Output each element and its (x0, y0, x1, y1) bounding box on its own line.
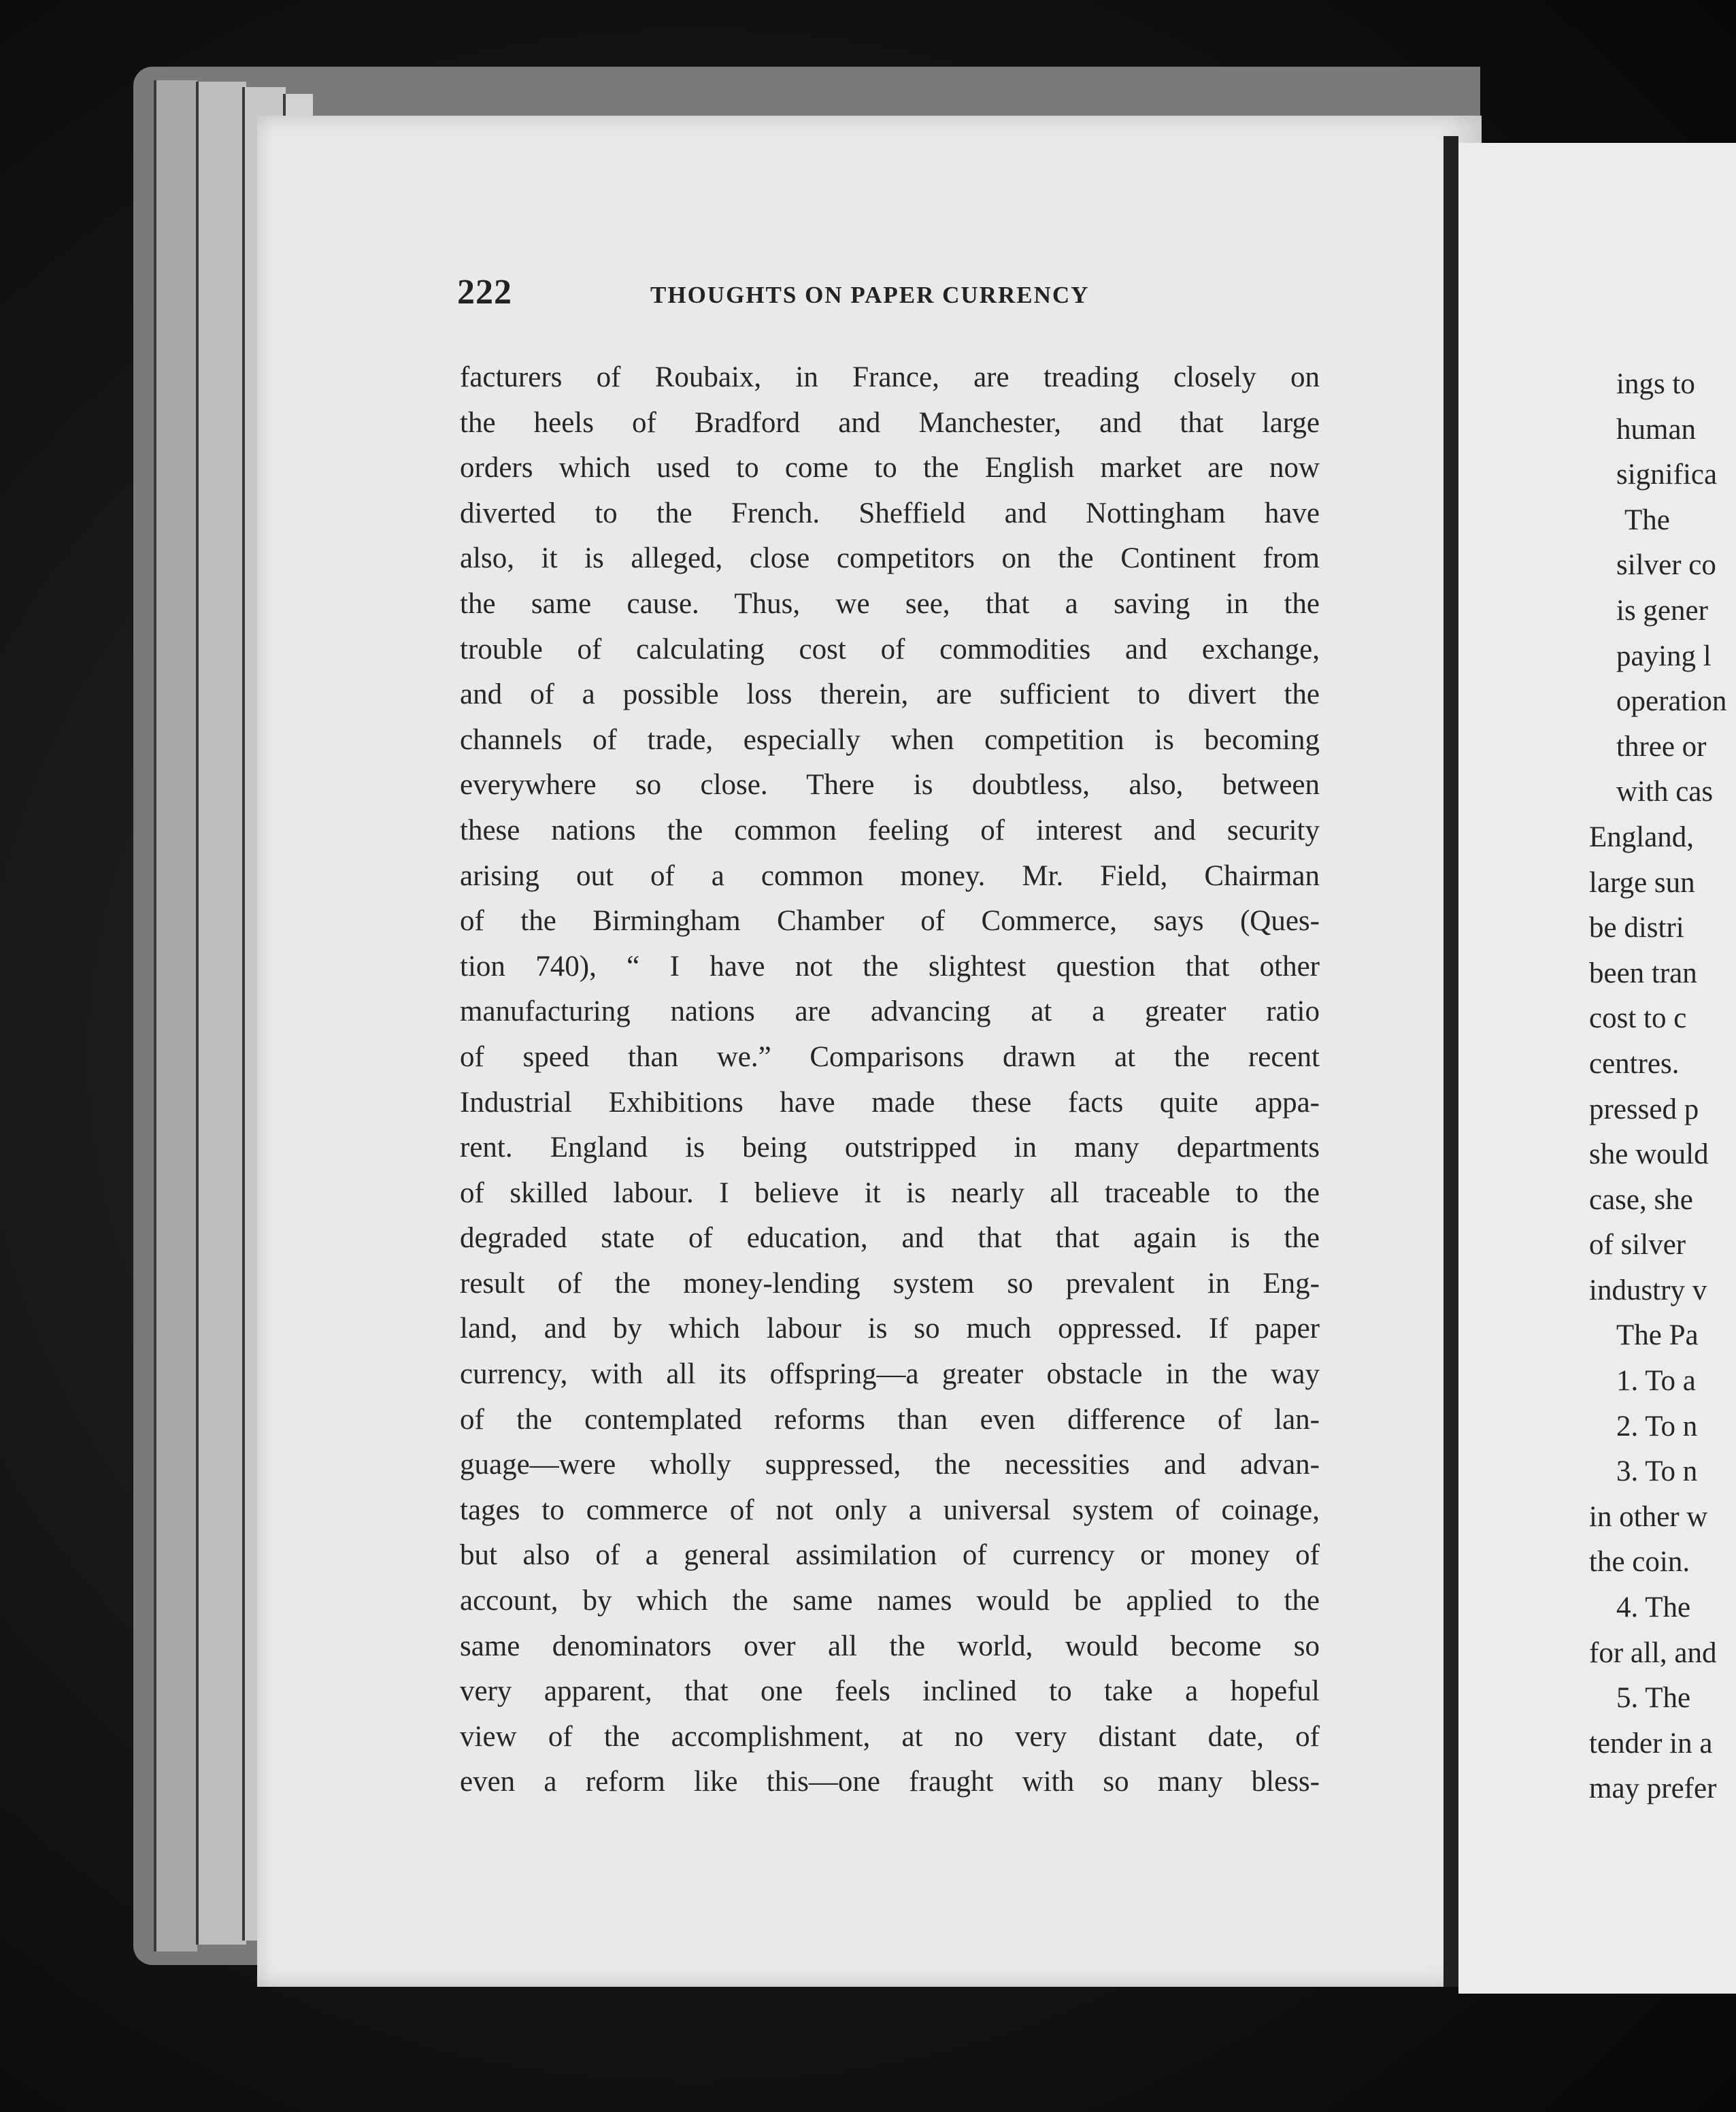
text-line: and of a possible loss therein, are sufficient to divert the (460, 678, 1320, 711)
text-line: of skilled labour. I believe it is nearly all traceable to the (460, 1176, 1320, 1209)
facing-page-text (1589, 362, 1736, 1812)
facing-line: significa (1616, 459, 1718, 491)
body-text (460, 355, 1320, 1805)
text-line: arising out of a common money. Mr. Field, Chairman (460, 859, 1320, 892)
text-line: manufacturing nations are advancing at a greater ratio (460, 995, 1320, 1028)
facing-line: England, (1589, 821, 1695, 853)
text-line: also, it is alleged, close competitors on the Continent from (460, 542, 1320, 575)
page-edge (154, 80, 197, 1951)
facing-line: pressed p (1589, 1093, 1699, 1125)
facing-line: operation (1616, 685, 1727, 718)
facing-line: is gener (1616, 594, 1708, 627)
facing-line: 3. To n (1616, 1455, 1698, 1488)
facing-line: large sun (1589, 866, 1695, 899)
text-line: diverted to the French. Sheffield and Nottingham have (460, 497, 1320, 529)
text-line: result of the money-lending system so prevalent in Eng- (460, 1267, 1320, 1300)
page-edge (196, 82, 246, 1945)
page-number: 222 (457, 273, 512, 312)
text-line: but also of a general assimilation of currency or money of (460, 1539, 1320, 1572)
text-line: tages to commerce of not only a universal system of coinage, (460, 1494, 1320, 1526)
text-line: tion 740), “ I have not the slightest question that other (460, 950, 1320, 983)
facing-line: tender in a (1589, 1727, 1713, 1760)
text-line: land, and by which labour is so much oppressed. If paper (460, 1313, 1320, 1345)
facing-line: the coin. (1589, 1546, 1690, 1579)
facing-line: 2. To n (1616, 1410, 1698, 1442)
facing-line: 1. To a (1616, 1365, 1696, 1398)
facing-line: in other w (1589, 1500, 1708, 1533)
text-line: everywhere so close. There is doubtless, also, between (460, 769, 1320, 802)
text-line: of the contemplated reforms than even difference of lan- (460, 1403, 1320, 1436)
facing-line: she would (1589, 1138, 1709, 1171)
text-line: channels of trade, especially when competition is becoming (460, 723, 1320, 756)
text-line: account, by which the same names would be applied to the (460, 1585, 1320, 1617)
text-line: the heels of Bradford and Manchester, and that large (460, 406, 1320, 439)
text-line: view of the accomplishment, at no very distant date, of (460, 1720, 1320, 1753)
facing-line: of silver (1589, 1229, 1686, 1261)
facing-line: silver co (1616, 549, 1716, 582)
facing-line: for all, and (1589, 1636, 1717, 1669)
facing-line: The (1624, 504, 1670, 536)
facing-line: centres. (1589, 1047, 1680, 1080)
facing-line: 5. The (1616, 1682, 1691, 1715)
facing-line: 4. The (1616, 1591, 1691, 1624)
text-line: these nations the common feeling of interest and security (460, 814, 1320, 846)
book-gutter (1443, 136, 1458, 1987)
facing-line: case, she (1589, 1183, 1693, 1216)
text-line: currency, with all its offspring—a greater obstacle in the way (460, 1358, 1320, 1391)
text-line: orders which used to come to the English market are now (460, 452, 1320, 484)
facing-line: may prefer (1589, 1772, 1717, 1805)
text-line: of the Birmingham Chamber of Commerce, says (Ques- (460, 905, 1320, 938)
text-line: degraded state of education, and that that again is the (460, 1222, 1320, 1255)
running-head (457, 272, 1341, 313)
facing-line: with cas (1616, 776, 1714, 808)
text-line: same denominators over all the world, would become so (460, 1630, 1320, 1662)
facing-line: cost to c (1589, 1002, 1687, 1035)
facing-line: paying l (1616, 640, 1712, 672)
facing-line: been tran (1589, 957, 1697, 989)
text-line: rent. England is being outstripped in many departments (460, 1132, 1320, 1164)
text-line: of speed than we.” Comparisons drawn at the recent (460, 1040, 1320, 1073)
facing-line: human (1616, 413, 1697, 446)
text-line: guage—were wholly suppressed, the necessities and advan- (460, 1449, 1320, 1481)
text-line: facturers of Roubaix, in France, are treading closely on (460, 361, 1320, 393)
facing-line: ings to (1616, 368, 1695, 400)
facing-line: three or (1616, 730, 1707, 763)
text-line: very apparent, that one feels inclined to take a hopeful (460, 1675, 1320, 1708)
text-line: trouble of calculating cost of commodities and exchange, (460, 633, 1320, 665)
facing-line: be distri (1589, 912, 1684, 944)
text-line: even a reform like this—one fraught with so many bless- (460, 1766, 1320, 1798)
facing-line: The Pa (1616, 1319, 1699, 1352)
facing-line: industry v (1589, 1274, 1707, 1306)
running-title: THOUGHTS ON PAPER CURRENCY (650, 282, 1090, 308)
text-line: Industrial Exhibitions have made these facts quite appa- (460, 1086, 1320, 1119)
text-line: the same cause. Thus, we see, that a saving in the (460, 587, 1320, 620)
